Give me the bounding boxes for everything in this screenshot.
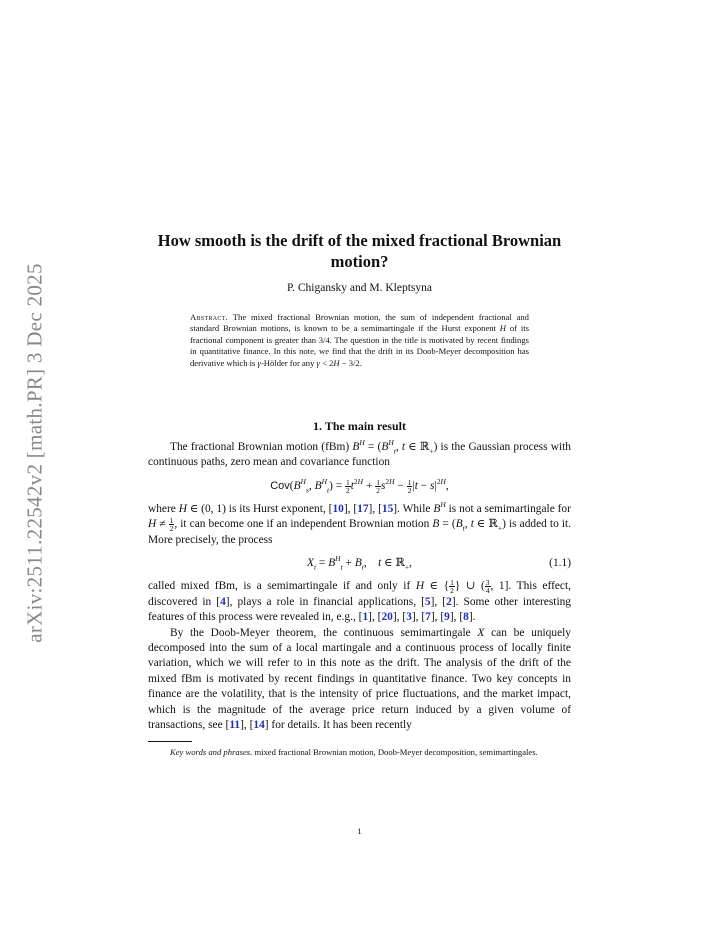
page-number: 1 <box>357 826 362 836</box>
covariance-equation: $Cov(B^H_s$, $B^H_t$) = $\frac{1}{2}$ $t^{2H}$ + $\frac{1}{2}$ $s^{2H}$ − $\frac{1}{2}$ $|t - s|^{2H}$, <box>270 477 449 495</box>
paragraph-semimartingale: called mixed fBm, is a semimartingale if and only if H ∈ { $\frac{1}{2}$ } ∪ ( $\frac{3}{4}$ , 1]. This effect, discovered in [4], plays a role in financial applications, [5], [2]. Some other interesting features of this process were revealed in, e.g., [1], [20], [3], [7], [9], [8]. <box>148 578 572 624</box>
paper-authors: P. Chigansky and M. Kleptsyna <box>286 282 433 294</box>
section-heading: 1. The main result <box>313 419 406 434</box>
footnote-divider <box>148 741 192 742</box>
abstract: Abstract. The mixed fractional Brownian motion, the sum of independent fractional and standard Brownian motions, is known to be a semimartingale if the Hurst exponent H of its fractional component is greater than 3/4. The question in the title is motivated by recent findings in quantitative finance. In this note, we find that the drift in its Doob-Meyer decomposition has derivative which is γ-Hölder for any γ < 2H − 3/2. <box>190 312 529 368</box>
paragraph-doob-meyer: By the Doob-Meyer theorem, the continuous semimartingale X can be uniquely decomposed into the sum of a local martingale and a continuous process of locally finite variation, which we will refer to in this note as the drift. The analysis of the drift of the mixed fBm is motivated by recent findings in quantitative finance. Two key concepts in finance are the volatility, that is the intensity of price fluctuations, and the market impact, which is the magnitude of the average price return induced by a given volume of transactions, see [11], [14] for details. It has been recently <box>148 626 571 731</box>
citation-3[interactable]: 3 <box>406 611 412 624</box>
citation-11[interactable]: 11 <box>229 718 241 731</box>
paragraph-fbm-definition: The fractional Brownian motion (fBm) $B^H = (B^H_t$, t ∈ ℝ$_+$) is the Gaussian process with continuous paths, zero mean and covariance function <box>148 438 571 469</box>
mixed-fbm-equation: $X_t = B^H_t + B_t$, t ∈ ℝ$_+$, (1.1) <box>307 554 571 572</box>
citation-15[interactable]: 15 <box>381 502 394 515</box>
citation-5[interactable]: 5 <box>424 595 431 608</box>
citation-17[interactable]: 17 <box>357 502 369 515</box>
citation-2[interactable]: 2 <box>446 595 452 608</box>
citation-4[interactable]: 4 <box>220 595 226 608</box>
citation-7[interactable]: 7 <box>425 611 431 624</box>
citation-20[interactable]: 20 <box>381 611 393 624</box>
citation-9[interactable]: 9 <box>444 611 450 624</box>
equation-number: (1.1) <box>549 557 571 570</box>
citation-10[interactable]: 10 <box>332 502 344 515</box>
footnote-keywords: Key words and phrases. mixed fractional Brownian motion, Doob-Meyer decomposition, semimartingales. <box>170 747 538 758</box>
citation-8[interactable]: 8 <box>463 611 469 624</box>
paragraph-hurst: where H ∈ (0, 1) is its Hurst exponent, [10], [17], [15]. While $B^H$ is not a semimartingale for H ≠ $\frac{1}{2}$ , it can become one if an independent Brownian motion $B = (B_t$, t ∈ ℝ$_+$) is added to it. More precisely, the process <box>148 500 571 546</box>
arxiv-side-identifier: arXiv:2511.22542v2 [math.PR] 3 Dec 2025 <box>22 262 47 643</box>
citation-1[interactable]: 1 <box>362 611 369 624</box>
paper-title: How smooth is the drift of the mixed fractional Brownian motion? <box>157 231 562 271</box>
paper-page <box>148 230 572 836</box>
abstract-heading: Abstract. <box>190 312 229 322</box>
citation-14[interactable]: 14 <box>253 718 265 731</box>
